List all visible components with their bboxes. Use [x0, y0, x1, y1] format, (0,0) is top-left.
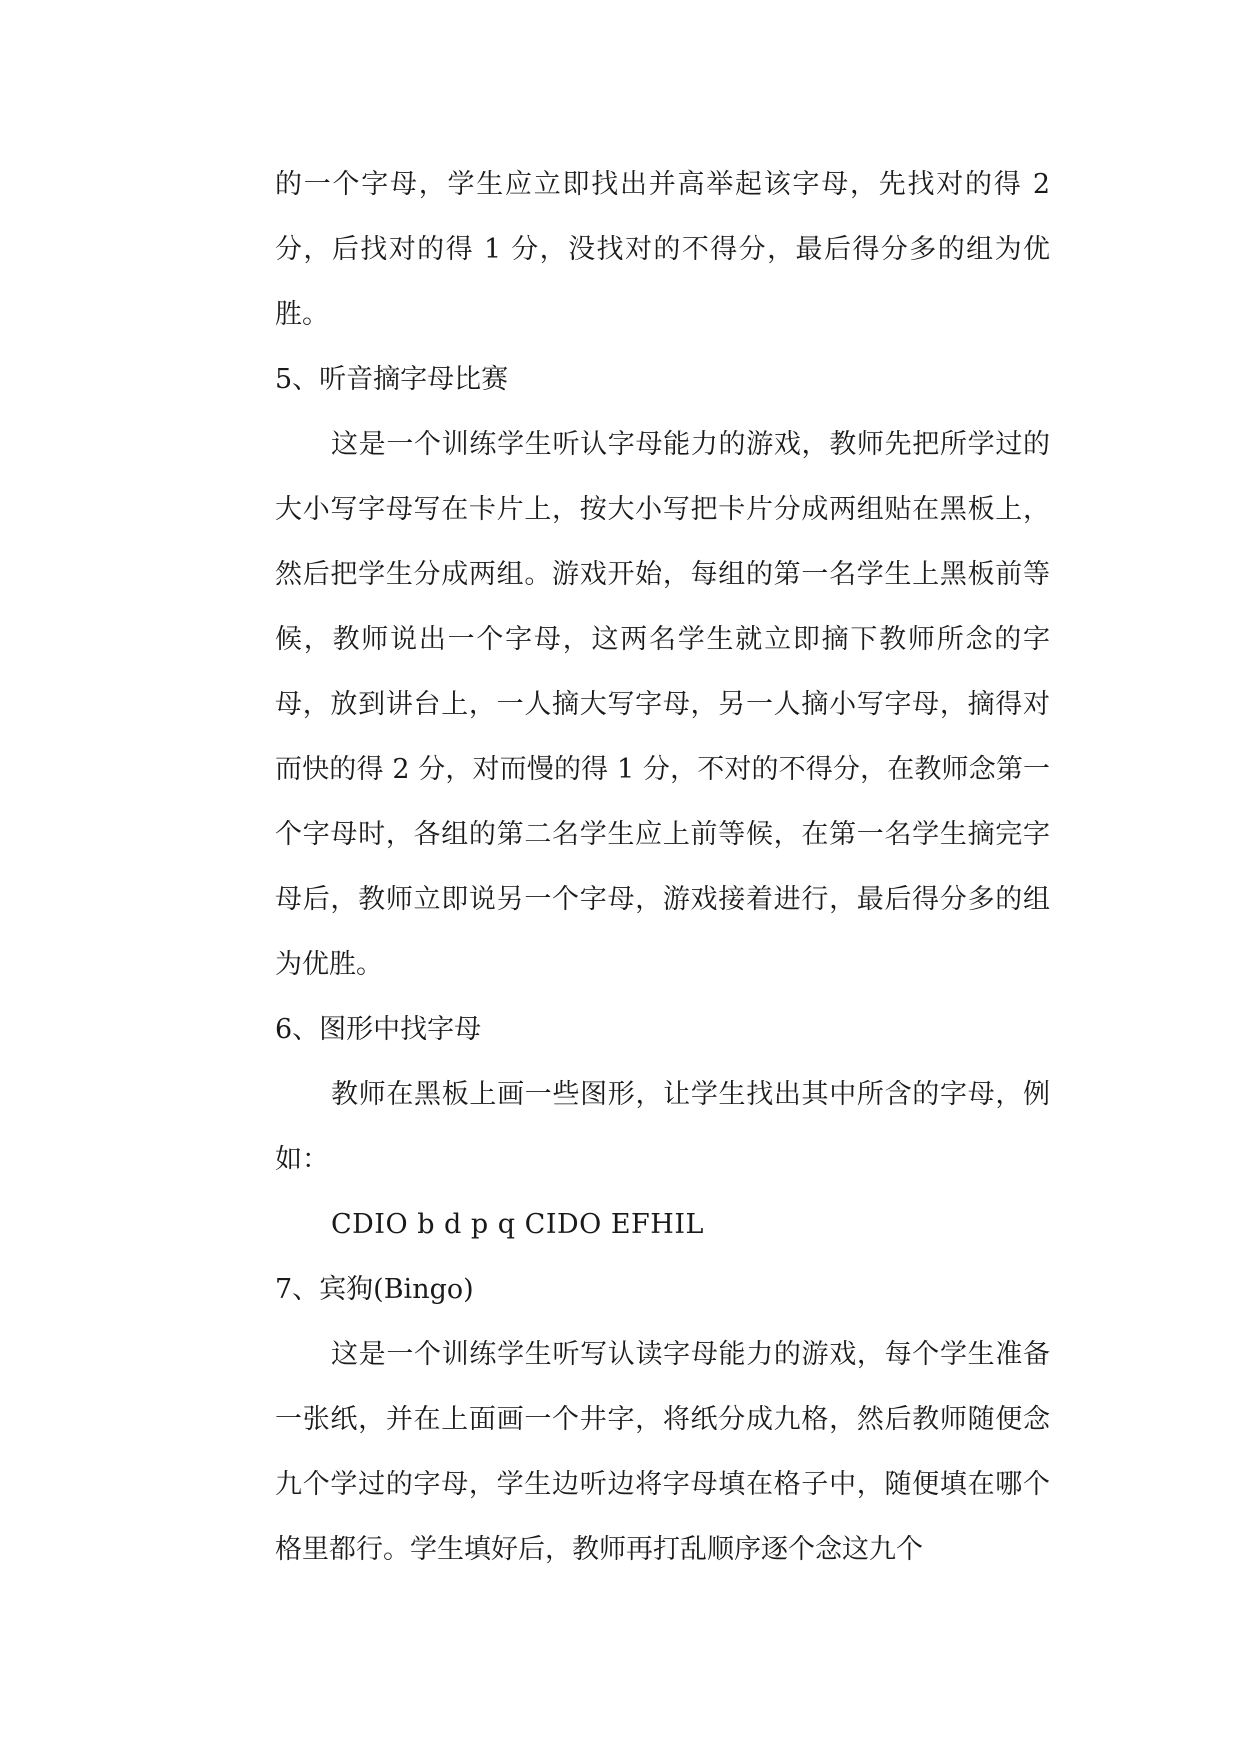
paragraph-continuation: 的一个字母，学生应立即找出并高举起该字母，先找对的得 2 分，后找对的得 1 分，没找对的不得分，最后得分多的组为优胜。	[275, 169, 1050, 330]
paragraph-listen-pick-letters: 这是一个训练学生听认字母能力的游戏，教师先把所学过的大小写字母写在卡片上，按大小写把卡片分成两组贴在黑板上，然后把学生分成两组。游戏开始，每组的第一名学生上黑板前等候，教师说出一个字母，这两名学生就立即摘下教师所念的字母，放到讲台上，一人摘大写字母，另一人摘小写字母，摘得对而快的得 2 分，对而慢的得 1 分，不对的不得分，在教师念第一个字母时，各组的第二名学生应上前等候，在第一名学生摘完字母后，教师立即说另一个字母，游戏接着进行，最后得分多的组为优胜。	[275, 429, 1050, 980]
paragraph-find-letters-in-shapes: 教师在黑板上画一些图形，让学生找出其中所含的字母，例如：	[275, 1079, 1050, 1175]
paragraph-bingo: 这是一个训练学生听写认读字母能力的游戏，每个学生准备一张纸，并在上面画一个井字，将纸分成九格，然后教师随便念九个学过的字母，学生边听边将字母填在格子中，随便填在哪个格里都行。学生填好后，教师再打乱顺序逐个念这九个	[275, 1339, 1050, 1565]
section-heading-7: 7、宾狗(Bingo)	[275, 1274, 474, 1305]
section-heading-5: 5、听音摘字母比赛	[275, 364, 509, 395]
section-heading-6: 6、图形中找字母	[275, 1014, 482, 1045]
letter-example-line: CDIO b d p q CIDO EFHIL	[331, 1209, 704, 1240]
document-body	[275, 152, 1050, 1582]
